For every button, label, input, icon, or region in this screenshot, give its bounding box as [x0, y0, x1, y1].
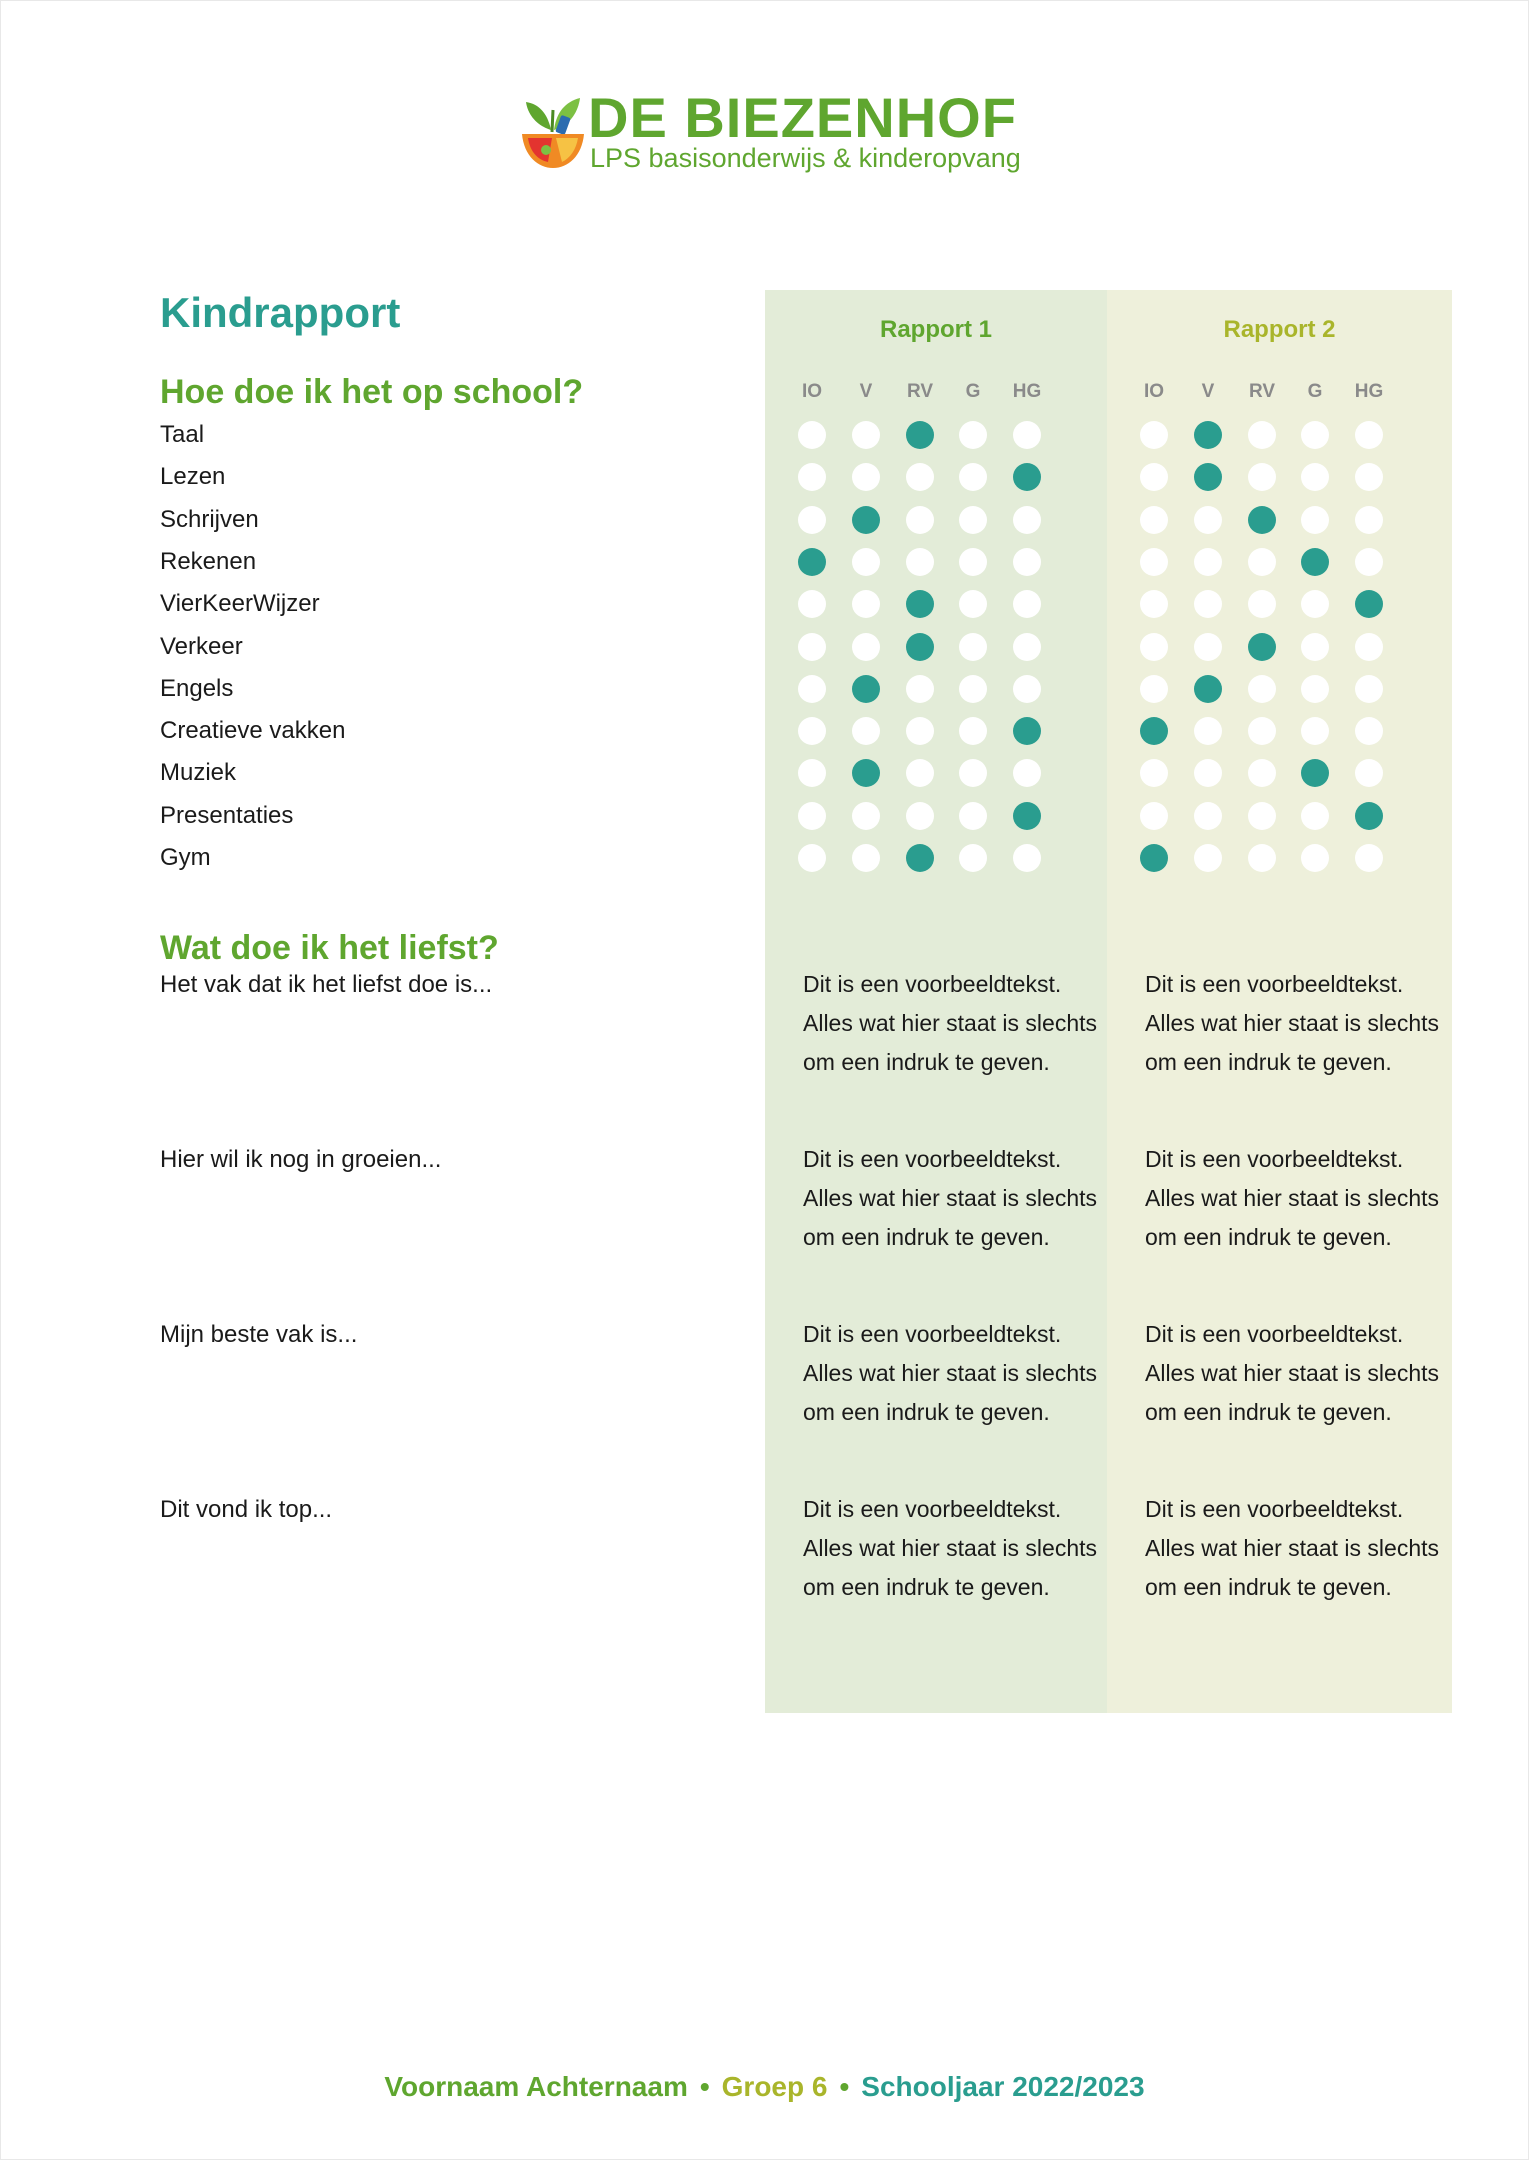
footer-separator: •: [839, 2071, 850, 2102]
subject-label: Gym: [160, 844, 211, 871]
rating-dot-selected: [1301, 548, 1329, 576]
rating-dot: [906, 802, 934, 830]
report-panel-1: [765, 290, 1107, 1713]
rating-dot: [1301, 633, 1329, 661]
report-comment: Dit is een voorbeeldtekst. Alles wat hier staat is slechts om een indruk te geven.: [803, 1146, 1098, 1250]
rating-dot: [906, 506, 934, 534]
rating-column-label: RV: [1248, 381, 1276, 402]
rating-dot-selected: [1013, 717, 1041, 745]
rating-dot: [852, 548, 880, 576]
rating-dot-selected: [906, 590, 934, 618]
rating-column-label: IO: [1143, 381, 1165, 402]
report-panel-2: [1107, 290, 1452, 1713]
rating-column-label: HG: [1354, 381, 1384, 402]
rating-dot: [1013, 759, 1041, 787]
logo-title: DE BIEZENHOF: [588, 86, 1017, 149]
footer-separator: •: [699, 2071, 710, 2102]
rating-dot: [1301, 675, 1329, 703]
rating-dot: [1355, 633, 1383, 661]
rating-dot: [959, 802, 987, 830]
rating-dot: [852, 590, 880, 618]
rating-dot: [1194, 844, 1222, 872]
rating-dot: [1248, 675, 1276, 703]
rating-dot: [1013, 844, 1041, 872]
rating-dot: [1013, 675, 1041, 703]
footer-school-year: Schooljaar 2022/2023: [861, 2071, 1145, 2102]
rating-dot: [1301, 506, 1329, 534]
question-label: Dit vond ik top...: [160, 1496, 333, 1523]
rating-dot: [1140, 590, 1168, 618]
rating-dot: [1140, 759, 1168, 787]
rating-dot: [1248, 421, 1276, 449]
subject-label: Lezen: [160, 463, 226, 491]
rating-dot-selected: [1194, 463, 1222, 491]
rating-dot: [1140, 548, 1168, 576]
rating-dot: [798, 590, 826, 618]
rating-dot: [1013, 633, 1041, 661]
rating-dot: [959, 506, 987, 534]
rating-dot: [1355, 717, 1383, 745]
footer-student-name: Voornaam Achternaam: [384, 2071, 688, 2102]
rating-dot: [852, 463, 880, 491]
rating-dot: [1194, 759, 1222, 787]
rating-dot: [852, 844, 880, 872]
rating-dot: [1301, 590, 1329, 618]
rating-dot-selected: [1140, 717, 1168, 745]
report-2-header: Rapport 2: [1223, 316, 1336, 343]
rating-dot: [798, 675, 826, 703]
rating-dot: [1013, 421, 1041, 449]
rating-dot: [1194, 590, 1222, 618]
rating-dot: [959, 717, 987, 745]
rating-dot-selected: [852, 675, 880, 703]
rating-dot: [1194, 717, 1222, 745]
rating-dot: [959, 421, 987, 449]
question-label: Mijn beste vak is...: [160, 1321, 358, 1348]
rating-dot: [1140, 506, 1168, 534]
rating-dot: [906, 717, 934, 745]
school-logo: [518, 86, 1021, 176]
rating-dot: [959, 633, 987, 661]
rating-dot: [906, 759, 934, 787]
rating-dot: [798, 463, 826, 491]
rating-dot: [1301, 421, 1329, 449]
rating-dot: [1248, 759, 1276, 787]
question-label: Het vak dat ik het liefst doe is...: [160, 971, 493, 998]
rating-dot: [798, 717, 826, 745]
rating-dot-selected: [1194, 421, 1222, 449]
rating-dot: [1140, 802, 1168, 830]
rating-dot-selected: [1013, 463, 1041, 491]
rating-dot: [1248, 590, 1276, 618]
report-comment: Dit is een voorbeeldtekst. Alles wat hier staat is slechts om een indruk te geven.: [803, 1496, 1098, 1600]
subject-label: Engels: [160, 674, 234, 702]
rating-dot: [959, 548, 987, 576]
section-title-school: Hoe doe ik het op school?: [160, 373, 584, 411]
rating-dot: [1194, 548, 1222, 576]
rating-column-label: HG: [1012, 381, 1042, 402]
subject-label: Presentaties: [160, 801, 294, 829]
rating-column-label: G: [1307, 381, 1323, 402]
rating-dot: [1140, 675, 1168, 703]
sprout-bowl-icon: [518, 90, 588, 170]
rating-dot: [1248, 463, 1276, 491]
rating-dot-selected: [798, 548, 826, 576]
subject-label: Schrijven: [160, 505, 259, 533]
rating-dot: [906, 463, 934, 491]
rating-dot-selected: [1248, 506, 1276, 534]
rating-dot: [1355, 675, 1383, 703]
rating-dot: [1140, 463, 1168, 491]
rating-dot: [1248, 802, 1276, 830]
rating-dot: [906, 675, 934, 703]
rating-dot: [798, 421, 826, 449]
rating-dot: [959, 675, 987, 703]
rating-dot-selected: [906, 633, 934, 661]
rating-dot-selected: [852, 759, 880, 787]
rating-dot: [852, 717, 880, 745]
footer-group: Groep 6: [721, 2071, 828, 2102]
rating-dot: [798, 633, 826, 661]
rating-dot-selected: [1194, 675, 1222, 703]
rating-dot: [1013, 506, 1041, 534]
report-comment: Dit is een voorbeeldtekst. Alles wat hier staat is slechts om een indruk te geven.: [803, 1321, 1098, 1425]
rating-dot: [906, 548, 934, 576]
rating-dot: [1013, 590, 1041, 618]
rating-column-label: V: [859, 381, 873, 402]
report-comment: Dit is een voorbeeldtekst. Alles wat hier staat is slechts om een indruk te geven.: [1145, 971, 1440, 1075]
report-comment: Dit is een voorbeeldtekst. Alles wat hier staat is slechts om een indruk te geven.: [1145, 1146, 1440, 1250]
rating-dot-selected: [1013, 802, 1041, 830]
subject-label: Creatieve vakken: [160, 717, 346, 745]
rating-dot-selected: [906, 844, 934, 872]
footer: [0, 2070, 1529, 2104]
rating-dot: [852, 421, 880, 449]
rating-dot: [1301, 463, 1329, 491]
section-title-favorite: Wat doe ik het liefst?: [160, 929, 499, 967]
rating-dot-selected: [1140, 844, 1168, 872]
rating-dot: [798, 759, 826, 787]
logo-subtitle: LPS basisonderwijs & kinderopvang: [590, 143, 1021, 173]
rating-dot: [1355, 506, 1383, 534]
report-comment: Dit is een voorbeeldtekst. Alles wat hier staat is slechts om een indruk te geven.: [1145, 1496, 1440, 1600]
rating-dot: [1301, 844, 1329, 872]
rating-column-label: G: [965, 381, 981, 402]
rating-dot: [1301, 802, 1329, 830]
rating-dot-selected: [1248, 633, 1276, 661]
subject-label: Verkeer: [160, 632, 243, 660]
subject-label: VierKeerWijzer: [160, 590, 320, 618]
rating-dot: [798, 802, 826, 830]
rating-dot-selected: [852, 506, 880, 534]
report-comment: Dit is een voorbeeldtekst. Alles wat hier staat is slechts om een indruk te geven.: [803, 971, 1098, 1075]
subject-label: Muziek: [160, 759, 237, 787]
page-title: Kindrapport: [160, 289, 401, 336]
rating-dot: [1355, 463, 1383, 491]
rating-dot: [852, 633, 880, 661]
rating-dot: [798, 844, 826, 872]
rating-dot: [1140, 633, 1168, 661]
rating-dot: [852, 802, 880, 830]
rating-dot: [959, 844, 987, 872]
rating-dot: [959, 463, 987, 491]
subject-label: Taal: [160, 421, 205, 448]
rating-dot: [1194, 802, 1222, 830]
rating-dot: [1355, 421, 1383, 449]
rating-dot-selected: [1301, 759, 1329, 787]
rating-column-label: V: [1201, 381, 1215, 402]
rating-dot: [1301, 717, 1329, 745]
rating-dot: [1194, 506, 1222, 534]
report-comment: Dit is een voorbeeldtekst. Alles wat hier staat is slechts om een indruk te geven.: [1145, 1321, 1440, 1425]
rating-dot: [1248, 548, 1276, 576]
question-label: Hier wil ik nog in groeien...: [160, 1146, 442, 1173]
rating-dot-selected: [906, 421, 934, 449]
rating-dot: [959, 590, 987, 618]
rating-dot: [1355, 759, 1383, 787]
report-1-header: Rapport 1: [879, 316, 992, 343]
rating-dot: [1013, 548, 1041, 576]
rating-dot: [1248, 844, 1276, 872]
rating-dot-selected: [1355, 802, 1383, 830]
rating-dot-selected: [1355, 590, 1383, 618]
rating-column-label: IO: [801, 381, 823, 402]
rating-dot: [1140, 421, 1168, 449]
rating-dot: [1248, 717, 1276, 745]
rating-dot: [1355, 844, 1383, 872]
rating-dot: [1355, 548, 1383, 576]
rating-dot: [1194, 633, 1222, 661]
subject-label: Rekenen: [160, 547, 257, 575]
rating-dot: [959, 759, 987, 787]
rating-dot: [798, 506, 826, 534]
rating-column-label: RV: [906, 381, 934, 402]
